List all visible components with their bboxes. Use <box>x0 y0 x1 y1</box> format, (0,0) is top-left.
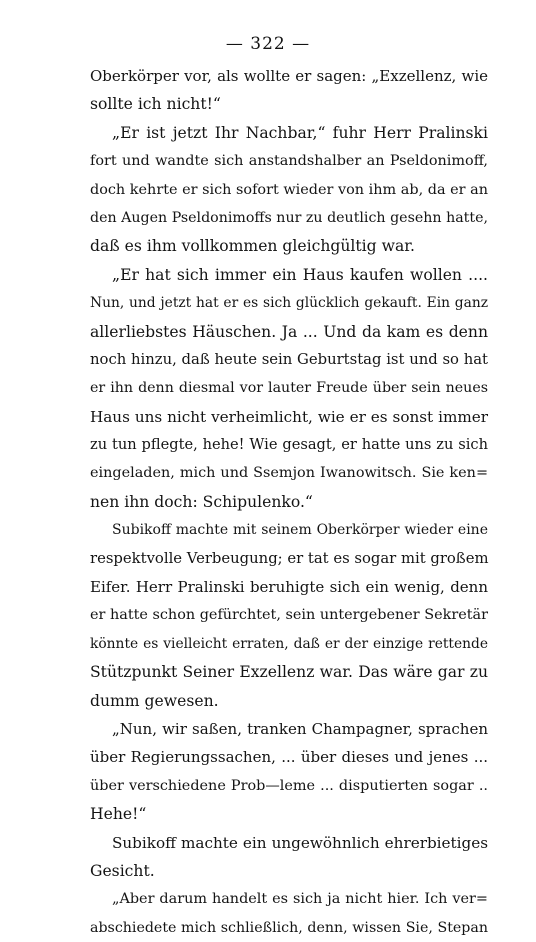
text-line: abschiedete mich schließlich, denn, wissen Sie, Stepan <box>90 919 488 936</box>
text-line: könnte es vielleicht erraten, daß er der einzige rettende <box>90 635 488 652</box>
text-line: er hatte schon gefürchtet, sein untergebener Sekretär <box>90 607 488 624</box>
text-line: „Aber darum handelt es sich ja nicht hier. Ich ver= <box>112 891 488 908</box>
text-line: er ihn denn diesmal vor lauter Freude über sein neues <box>90 380 488 397</box>
text-line: respektvolle Verbeugung; er tat es sogar mit großem <box>90 549 489 567</box>
text-line: dumm gewesen. <box>90 691 219 710</box>
text-line: Eifer. Herr Pralinski beruhigte sich ein wenig, denn <box>90 578 488 597</box>
text-line: fort und wandte sich anstandshalber an Pseldonimoff, <box>90 153 488 170</box>
text-line: noch hinzu, daß heute sein Geburtstag ist und so hat <box>90 350 488 368</box>
text-line: Stützpunkt Seiner Exzellenz war. Das wäre gar zu <box>90 663 488 682</box>
text-line: Oberkörper vor, als wollte er sagen: „Exzellenz, wie <box>90 67 488 85</box>
body-text <box>90 62 488 942</box>
text-line: „Er ist jetzt Ihr Nachbar,“ fuhr Herr Pralinski <box>112 123 488 142</box>
text-line: sollte ich nicht!“ <box>90 95 221 114</box>
text-line: über Regierungssachen, ... über dieses und jenes ... <box>90 748 488 767</box>
text-line: daß es ihm vollkommen gleichgültig war. <box>90 237 415 256</box>
text-line: Haus uns nicht verheimlicht, wie er es sonst immer <box>90 407 488 426</box>
text-line: eingeladen, mich und Ssemjon Iwanowitsch. Sie ken= <box>90 465 488 482</box>
text-line: Nun, und jetzt hat er es sich glücklich gekauft. Ein ganz <box>90 295 488 312</box>
text-line: „Nun, wir saßen, tranken Champagner, sprachen <box>112 719 488 738</box>
text-line: zu tun pflegte, hehe! Wie gesagt, er hatte uns zu sich <box>90 436 488 454</box>
text-line: nen ihn doch: Schipulenko.“ <box>90 492 313 511</box>
text-line: doch kehrte er sich sofort wieder von ihm ab, da er an <box>90 181 488 198</box>
text-line: Subikoff machte mit seinem Oberkörper wieder eine <box>112 522 488 539</box>
text-line: Gesicht. <box>90 861 155 880</box>
text-line: Subikoff machte ein ungewöhnlich ehrerbietiges <box>112 833 488 852</box>
text-line: Hehe!“ <box>90 805 147 824</box>
text-line: über verschiedene Prob—leme ... disputierten sogar .. <box>90 777 488 794</box>
page-number: — 322 — <box>225 34 311 54</box>
text-line: „Er hat sich immer ein Haus kaufen wollen .... <box>112 265 488 284</box>
text-line: allerliebstes Häuschen. Ja ... Und da kam es denn <box>90 322 488 341</box>
text-line: den Augen Pseldonimoffs nur zu deutlich gesehn hatte, <box>90 209 488 226</box>
